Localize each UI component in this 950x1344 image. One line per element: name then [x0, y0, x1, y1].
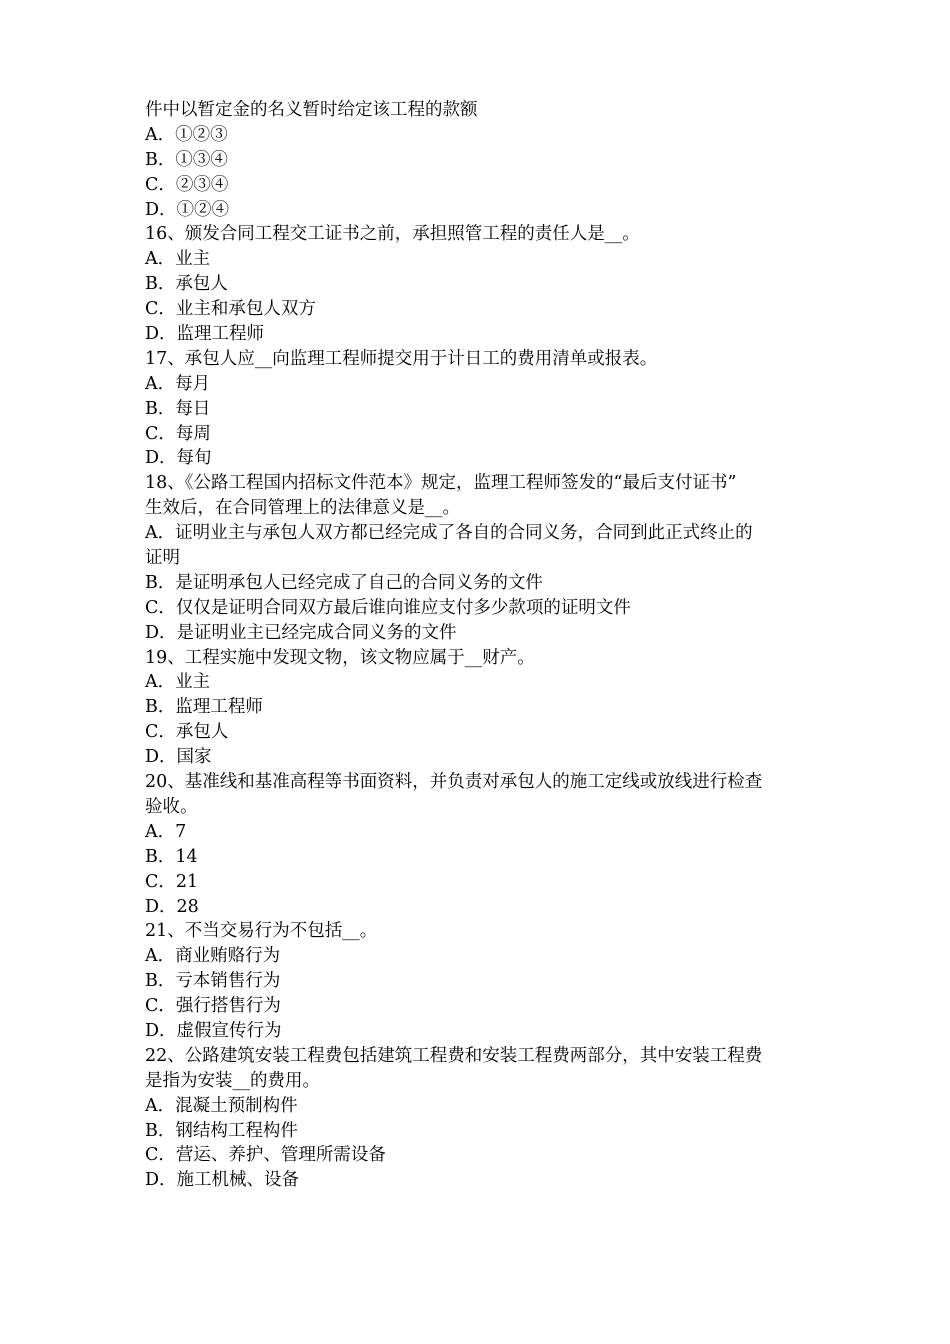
option-line: D．国家: [145, 747, 212, 768]
option-line: D．28: [145, 896, 199, 917]
option-line-cont: 证明: [145, 548, 180, 569]
option-line: B．钢结构工程构件: [145, 1120, 298, 1141]
question-16: 16、颁发合同工程交工证书之前，承担照管工程的责任人是__。: [145, 224, 640, 245]
option-line: D．每旬: [145, 448, 212, 469]
option-line: A．证明业主与承包人双方都已经完成了各自的合同义务，合同到此正式终止的: [145, 523, 753, 544]
option-line: D．是证明业主已经完成合同义务的文件: [145, 622, 457, 643]
option-line: A．混凝土预制构件: [145, 1095, 298, 1116]
option-line: C．仅仅是证明合同双方最后谁向谁应支付多少款项的证明文件: [145, 597, 631, 618]
option-line: D．虚假宣传行为: [145, 1020, 282, 1041]
option-line: B．14: [145, 846, 198, 867]
text-line: 件中以暂定金的名义暂时给定该工程的款额: [145, 100, 478, 120]
question-21: 21、不当交易行为不包括__。: [145, 921, 378, 942]
option-line: C．强行搭售行为: [145, 996, 281, 1017]
question-19: 19、工程实施中发现文物，该文物应属于__财产。: [145, 647, 535, 668]
option-line: C．营运、养护、管理所需设备: [145, 1145, 386, 1166]
document-body: [145, 98, 817, 1193]
question-20-cont: 验收。: [145, 796, 198, 817]
question-20: 20、基准线和基准高程等书面资料，并负责对承包人的施工定线或放线进行检查: [145, 772, 763, 793]
option-line: B．监理工程师: [145, 697, 263, 718]
question-18: 18、《公路工程国内招标文件范本》规定，监理工程师签发的“最后支付证书”: [145, 473, 737, 494]
question-18-cont: 生效后，在合同管理上的法律意义是__。: [145, 498, 460, 519]
option-line: C．21: [145, 871, 199, 892]
option-line: A．①②③: [145, 124, 228, 145]
option-line: D．监理工程师: [145, 324, 265, 345]
option-line: C．②③④: [145, 174, 229, 195]
option-line: B．承包人: [145, 274, 228, 295]
option-line: C．每周: [145, 423, 211, 444]
option-line: B．是证明承包人已经完成了自己的合同义务的文件: [145, 572, 543, 593]
option-line: A．业主: [145, 672, 211, 693]
option-line: B．①③④: [145, 149, 228, 170]
option-line: D．①②④: [145, 199, 230, 220]
option-line: C．业主和承包人双方: [145, 299, 316, 320]
option-line: A．商业贿赂行为: [145, 946, 281, 967]
question-17: 17、承包人应__向监理工程师提交用于计日工的费用清单或报表。: [145, 348, 658, 369]
option-line: B．亏本销售行为: [145, 971, 281, 992]
option-line: A．业主: [145, 249, 211, 270]
option-line: B．每日: [145, 398, 211, 419]
option-line: A．7: [145, 821, 187, 842]
option-line: A．每月: [145, 373, 211, 394]
option-line: D．施工机械、设备: [145, 1170, 300, 1191]
question-22-cont: 是指为安装__的费用。: [145, 1070, 320, 1091]
option-line: C．承包人: [145, 722, 229, 743]
question-22: 22、公路建筑安装工程费包括建筑工程费和安装工程费两部分，其中安装工程费: [145, 1045, 763, 1066]
